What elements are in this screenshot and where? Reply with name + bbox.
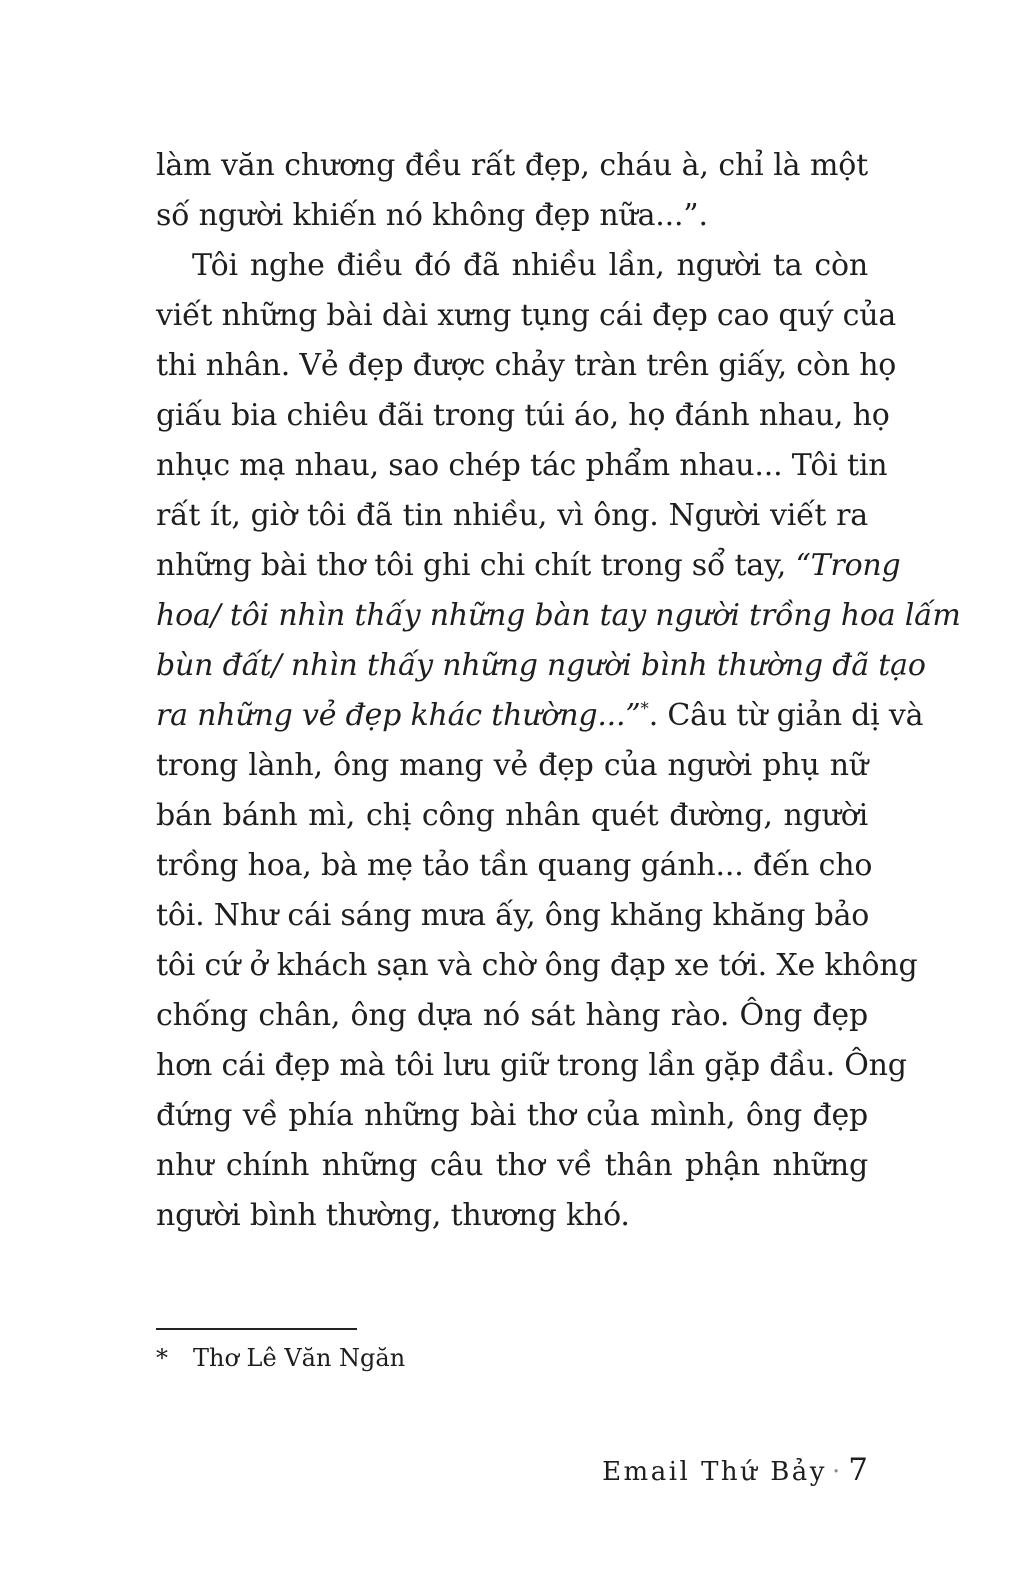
- text-line: [156, 141, 868, 191]
- text-run: tôi cứ ở khách sạn và chờ ông đạp xe tới. Xe không: [156, 948, 918, 983]
- text-line: [156, 991, 868, 1041]
- text-run: bán bánh mì, chị công nhân quét đường, người: [156, 798, 868, 833]
- text-run: . Câu từ giản dị và: [648, 698, 924, 733]
- footnote-ref-marker: *: [640, 699, 649, 718]
- separator-dot: ·: [832, 1457, 841, 1487]
- text-run: chống chân, ông dựa nó sát hàng rào. Ông đẹp: [156, 998, 868, 1033]
- text-line: [156, 691, 924, 741]
- text-line: [156, 891, 868, 941]
- text-run: người bình thường, thương khó.: [156, 1198, 630, 1233]
- poem-quote-run: “Trong: [795, 548, 901, 583]
- text-run: hơn cái đẹp mà tôi lưu giữ trong lần gặp đầu. Ông: [156, 1048, 907, 1083]
- poem-quote-run: bùn đất/ nhìn thấy những người bình thường đã tạo: [156, 648, 926, 683]
- text-line: [156, 491, 868, 541]
- text-run: Tôi nghe điều đó đã nhiều lần, người ta còn: [192, 248, 868, 283]
- text-line: [156, 741, 868, 791]
- text-run: tôi. Như cái sáng mưa ấy, ông khăng khăng bảo: [156, 898, 870, 933]
- text-line: [156, 641, 926, 691]
- page-number: 7: [848, 1452, 868, 1488]
- text-line: [156, 241, 868, 291]
- text-line: [156, 791, 868, 841]
- text-line: [156, 191, 868, 241]
- book-title: Email Thứ Bảy: [602, 1457, 827, 1487]
- text-line: [156, 841, 873, 891]
- text-run: những bài thơ tôi ghi chi chít trong sổ tay,: [156, 548, 796, 583]
- poem-quote-run: ra những vẻ đẹp khác thường...”: [156, 698, 641, 733]
- text-run: đứng về phía những bài thơ của mình, ông đẹp: [156, 1098, 868, 1133]
- text-run: rất ít, giờ tôi đã tin nhiều, vì ông. Người viết ra: [156, 498, 868, 533]
- text-line: [156, 541, 901, 591]
- text-line: [156, 1141, 868, 1191]
- text-line: [156, 1041, 907, 1091]
- footnote-text: Thơ Lê Văn Ngăn: [193, 1344, 406, 1372]
- text-run: trồng hoa, bà mẹ tảo tần quang gánh... đến cho: [156, 848, 873, 883]
- text-line: [156, 591, 961, 641]
- text-line: [156, 291, 897, 341]
- body-text: [156, 141, 961, 1241]
- footnote-marker: *: [156, 1344, 168, 1372]
- text-line: [156, 1191, 868, 1241]
- text-run: làm văn chương đều rất đẹp, cháu à, chỉ là một: [156, 148, 868, 183]
- text-run: viết những bài dài xưng tụng cái đẹp cao quý của: [156, 298, 897, 333]
- text-run: trong lành, ông mang vẻ đẹp của người phụ nữ: [156, 748, 868, 783]
- footnote-line: [156, 1341, 868, 1375]
- footnote-divider: [156, 1328, 357, 1330]
- text-run: thi nhân. Vẻ đẹp được chảy tràn trên giấy, còn họ: [156, 348, 897, 383]
- text-line: [156, 341, 897, 391]
- text-run: giấu bia chiêu đãi trong túi áo, họ đánh nhau, họ: [156, 398, 890, 433]
- text-run: số người khiến nó không đẹp nữa...”.: [156, 198, 708, 233]
- text-line: [156, 941, 918, 991]
- footnote: [156, 1328, 868, 1375]
- page-footer: [156, 1452, 868, 1488]
- text-line: [156, 391, 890, 441]
- poem-quote-run: hoa/ tôi nhìn thấy những bàn tay người trồng hoa lấm: [156, 598, 961, 633]
- text-line: [156, 441, 888, 491]
- text-run: như chính những câu thơ về thân phận những: [156, 1148, 868, 1183]
- text-run: nhục mạ nhau, sao chép tác phẩm nhau... Tôi tin: [156, 448, 888, 483]
- text-line: [156, 1091, 868, 1141]
